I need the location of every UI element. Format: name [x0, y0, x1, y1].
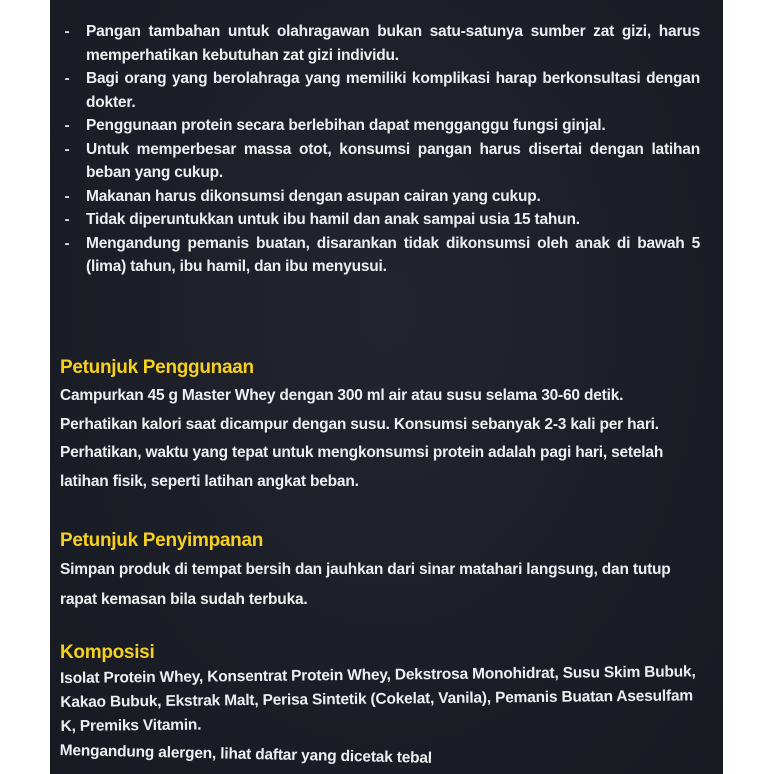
warning-item	[60, 67, 700, 114]
warning-item	[60, 185, 700, 209]
warning-item	[60, 208, 700, 232]
composition-section	[59, 641, 700, 767]
warning-item	[60, 232, 700, 279]
warning-text: Untuk memperbesar massa otot, konsumsi pangan harus disertai dengan latihan beban yang cukup.	[86, 140, 700, 181]
bullet-dash: -	[64, 70, 70, 87]
bullet-dash: -	[64, 117, 70, 134]
allergen-note: Mengandung alergen, lihat daftar yang dicetak tebal	[59, 741, 433, 767]
warning-text: Tidak diperuntukkan untuk ibu hamil dan anak sampai usia 15 tahun.	[86, 211, 580, 228]
storage-text: Simpan produk di tempat bersih dan jauhkan dari sinar matahari langsung, dan tutup rapat kemasan bila sudah terbuka.	[60, 561, 671, 608]
warning-item	[60, 114, 700, 138]
warning-text: Pangan tambahan untuk olahragawan bukan satu-satunya sumber zat gizi, harus memperhatikan kebutuhan zat gizi individu.	[86, 23, 700, 64]
warning-text: Bagi orang yang berolahraga yang memiliki komplikasi harap berkonsultasi dengan dokter.	[86, 70, 700, 111]
warning-item	[60, 20, 700, 67]
bullet-dash: -	[64, 211, 70, 228]
warning-text: Penggunaan protein secara berlebihan dapat mengganggu fungsi ginjal.	[86, 117, 606, 134]
warning-text: Mengandung pemanis buatan, disarankan tidak dikonsumsi oleh anak di bawah 5 (lima) tahun, ibu hamil, dan ibu menyusui.	[86, 234, 700, 275]
warnings-section	[60, 20, 700, 279]
bullet-dash: -	[64, 23, 70, 40]
warning-text: Makanan harus dikonsumsi dengan asupan cairan yang cukup.	[86, 187, 541, 205]
composition-heading: Komposisi	[60, 642, 155, 663]
product-label-panel	[50, 0, 723, 774]
storage-heading: Petunjuk Penyimpanan	[60, 530, 264, 551]
warning-item	[60, 138, 700, 185]
ingredients-text: Isolat Protein Whey, Konsentrat Protein Whey, Dekstrosa Monohidrat, Susu Skim Bubuk, Kakao Bubuk, Ekstrak Malt, Perisa Sintetik (Cokelat, Vanila), Pemanis Buatan Asesulfam K, Premiks Vitamin.	[60, 663, 696, 735]
usage-heading: Petunjuk Penggunaan	[60, 357, 254, 378]
storage-section	[60, 529, 700, 615]
usage-text: Campurkan 45 g Master Whey dengan 300 ml air atau susu selama 30-60 detik. Perhatikan kalori saat dicampur dengan susu. Konsumsi sebanyak 2-3 kali per hari. Perhatikan, waktu yang tepat untuk mengkonsumsi protein adalah pagi hari, setelah latihan fisik, seperti latihan angkat beban.	[60, 387, 664, 490]
bullet-dash: -	[64, 234, 70, 252]
bullet-dash: -	[64, 187, 70, 205]
warnings-list	[60, 20, 700, 279]
bullet-dash: -	[64, 140, 70, 158]
usage-section	[60, 356, 700, 496]
